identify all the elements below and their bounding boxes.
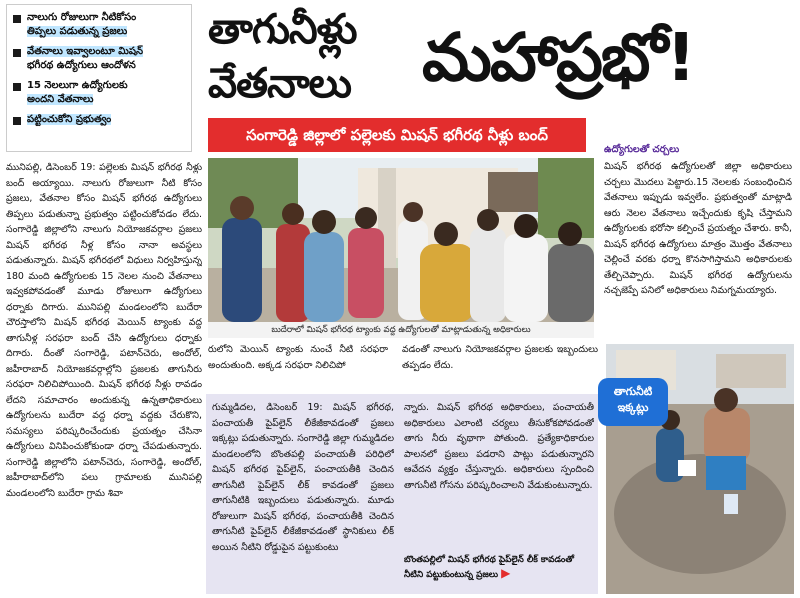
bullet-square-icon — [13, 15, 21, 23]
highlight-line: భగీరథ ఉద్యోగులు ఆందోళన — [27, 60, 136, 71]
caption-arrow-icon: ▶ — [501, 566, 511, 580]
right-column-text: మిషన్ భగీరథ ఉద్యోగులతో జిల్లా అధికారులు చర్చలు మొదలు పెట్టారు.15 నెలలకు సంబంధించిన వేతనాలు ఇప్పుడు ఇవ్వలేం. ప్రభుత్వంతో మాట్లాడి ఆరు నెలల వేతనాలు ఇచ్చేందుకు కృషి చేస్తామని ఉద్యోగులకు భరోసా కల్పించే ప్రయత్నం చేశారు. కానీ, మిషన్ భగీరథ ఉద్యోగులు మాత్రం మొత్తం వేతనాలు చెల్లించే వరకు ధర్నా కొనసాగిస్తామని అధికారులకు తేల్చిచెప్పారు. మిషన్ భగీరథ ఉద్యోగులను నచ్చజెప్పే పనిలో అధికారులు నిమగ్నమయ్యారు. — [604, 161, 792, 296]
highlight-line: 15 నెలలుగా ఉద్యోగులకు — [27, 80, 128, 91]
headline-line-2: వేతనాలు — [208, 59, 351, 107]
middle-column-b: వడంతో నాలుగు నియోజకవర్గాల ప్రజలకు ఇబ్బందులు తప్పడం లేదు. — [402, 344, 598, 371]
blue-badge — [598, 378, 668, 426]
highlights-box — [6, 4, 192, 152]
headline-big: మహాప్రభో! — [422, 19, 695, 96]
lavender-photo-caption — [404, 554, 594, 592]
bullet-square-icon — [13, 117, 21, 125]
right-column-subhead: ఉద్యోగులతో చర్చలు — [604, 144, 680, 155]
badge-line-2: ఇక్కట్లు — [617, 401, 649, 414]
highlight-item — [13, 11, 185, 39]
badge-line-1: తాగునీటి — [613, 385, 653, 398]
bullet-square-icon — [13, 49, 21, 57]
red-banner: సంగారెడ్డి జిల్లాలో పల్లెలకు మిషన్ భగీరథ నీళ్లు బంద్ — [208, 118, 586, 152]
lavender-column-a: గుమ్మడిదల, డిసెంబర్ 19: మిషన్ భగీరథ, పంచాయతీ పైప్‌లైన్ లీకేజీకావడంతో ప్రజలు ఇక్కట్లు పడుతున్నారు. సంగారెడ్డి జిల్లా గుమ్మడిదల మండలంలోని బొంతపల్లి పంచాయతీ పరిధిలో మిషన్ భగీరథ పైప్‌లైన్, పంచాయతీకి చెందిన తాగునీటి పైప్‌లైన్ లీక్ కావడంతో ప్రజలు తాగునీటికి ఇబ్బందులు పడుతున్నారు. మూడు రోజులుగా మిషన్ భగీరథ, పంచాయతీకి చెందిన తాగునీటి పైప్‌లైన్ లీకేజీకావడంతో స్థానికులు లీక్ అయిన నీటిని రోడ్డుపైన పట్టుకుంటు — [212, 402, 394, 553]
highlight-line: పట్టించుకోని ప్రభుత్వం — [27, 114, 112, 125]
left-column-text: మునిపల్లి, డిసెంబర్ 19: పల్లెలకు మిషన్ భగీరథ నీళ్లు బంద్ అయ్యాయి. నాలుగు రోజులుగా నీటి కోసం ప్రజలు, వేతనాల కోసం మిషన్ భగీరథ ఉద్యోగులు తిప్పలు పడుతున్నా ప్రభుత్వం పట్టించుకోవడం లేదు. సంగారెడ్డి జిల్లాలోని నాలుగు నియోజకవర్గాల ప్రజలు మిషన్ భగీరథ నీళ్ల కోసం నానా అవస్థలు పడుతున్నారు. మిషన్ భగీరథలో విధులు నిర్వహిస్తున్న 180 మంది ఉద్యోగులకు 15 నెలల నుంచి వేతనాలు ఇవ్వకపోవడంతో మూడు రోజులుగా ఉద్యోగులు ధర్నాకు దిగారు. మునిపల్లి మండలంలోని బుదేరా చౌరస్తాలోని మిషన్ భగీరథ మెయిన్ ట్యాంకు వద్ద తాగునీళ్ల సరఫరా బంద్ చేసి ఉద్యోగులు ధర్నాకు దిగారు. దీంతో సంగారెడ్డి, పటాన్‌చెరు, అందోల్, జహీరాబాద్ నియోజకవర్గాల్లోని ప్రజలకు తాగునీరు సరఫరా నిలిచిపోయింది. మిషన్ భగీరథ నీళ్లు రావడం లేదని సమాచారం అందుకున్న ఉన్నతాధికారులు ఉద్యోగులను బుదేరా వద్ద ధర్నా వద్దకు చేరుకొని, సమస్యలు పరిష్కరించేందుకు ప్రయత్నం చేసినా ఉద్యోగులు వినిపించుకోకుండా ధర్నా చేపడుతున్నారు. సంగారెడ్డి జిల్లాలోని పటాన్‌చెరు, సంగారెడ్డి, అందోల్, జహీరాబాద్‌లోని పలు గ్రామాలకు మునిపల్లి మండలంలోని బుదేరా గ్రామ శివా — [6, 162, 202, 499]
highlight-item — [13, 113, 185, 127]
highlight-line: వేతనాలు ఇవ్వాలంటూ మిషన్ — [27, 46, 144, 57]
photo-caption: బుదేరాలో మిషన్ భగీరథ ట్యాంకు వద్ద ఉద్యోగులతో మాట్లాడుతున్న అధికారులు — [208, 322, 594, 338]
headline-line-1: తాగునీళ్లు — [208, 5, 357, 53]
news-photo-officials — [208, 158, 594, 322]
highlight-line: అందని వేతనాలు — [27, 94, 94, 105]
caption-text: బొంతపల్లిలో మిషన్ భగీరథ పైప్‌లైన్ లీక్ కావడంతో నీటిని పట్టుకుంటున్న ప్రజలు — [404, 555, 574, 580]
middle-column-a: రులోని మెయిన్ ట్యాంకు నుంచే నీటి సరఫరా అందుతుంది. అక్కడ సరఫరా నిలిచిపో — [208, 344, 388, 371]
highlight-line: తిప్పలు పడుతున్న ప్రజలు — [27, 26, 128, 37]
highlight-line: నాలుగు రోజులుగా నీటికోసం — [27, 12, 137, 23]
bullet-square-icon — [13, 83, 21, 91]
lavender-column-b: న్నారు. మిషన్ భగీరథ అధికారులు, పంచాయతీ అధికారులు ఎలాంటి చర్యలు తీసుకోకపోవడంతో తాగు నీరు వృథాగా పోతుంది. ప్రత్యేకాధికారుల పాలనలో ప్రజలు పడరాని పాట్లు పడుతున్నారని ఆవేదన వ్యక్తం చేస్తున్నారు. అధికారులు స్పందించి తాగునీటి గోసను పరిష్కరించాలని వేడుకుంటున్నారు. — [404, 402, 594, 491]
highlight-item — [13, 79, 185, 107]
right-column — [604, 142, 792, 340]
highlight-item — [13, 45, 185, 73]
